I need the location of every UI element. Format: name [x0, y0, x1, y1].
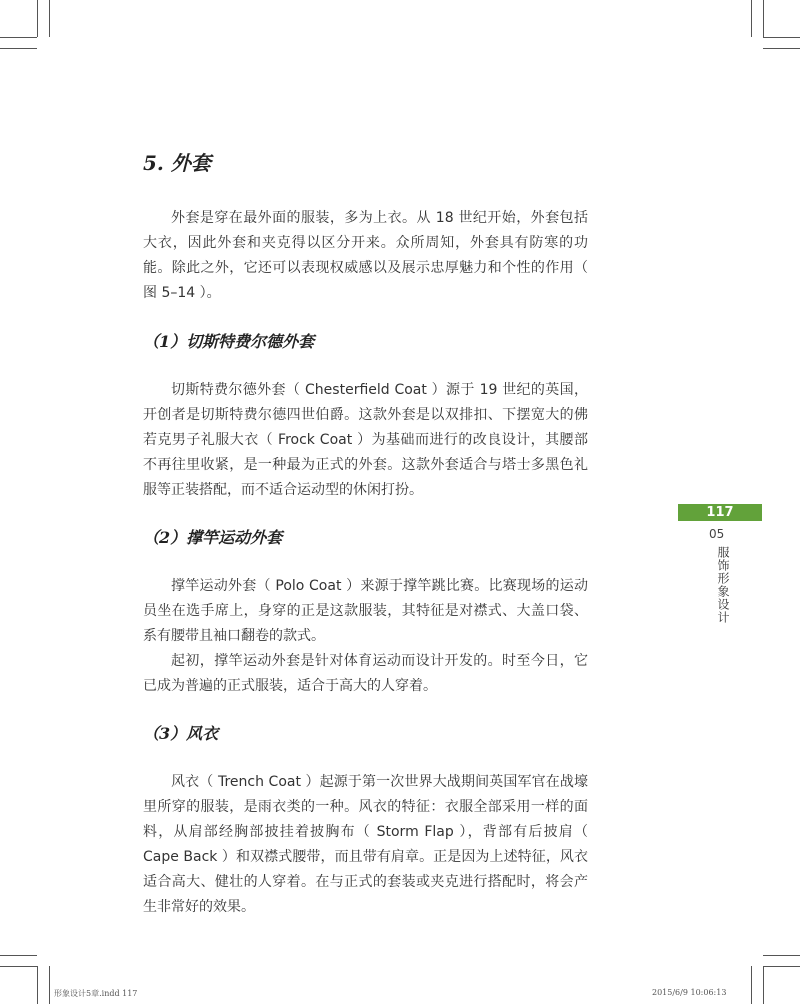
crop-mark — [763, 966, 764, 1004]
subsection-title-trench-coat: （3）风衣 — [143, 724, 219, 743]
page-number: 117 — [706, 505, 734, 520]
crop-mark — [0, 37, 37, 38]
crop-mark — [763, 966, 800, 967]
crop-mark — [0, 955, 37, 956]
crop-mark — [763, 37, 800, 38]
slug-date-info: 2015/6/9 10:06:13 — [652, 988, 727, 997]
crop-mark — [751, 0, 752, 37]
crop-mark — [0, 966, 37, 967]
crop-mark — [763, 955, 800, 956]
slug-file-info: 形象设计5章.indd 117 — [54, 989, 138, 998]
paragraph-trench-coat: 风衣（ Trench Coat ）起源于第一次世界大战期间英国军官在战壕里所穿的服装，是雨衣类的一种。风衣的特征：衣服全部采用一样的面料，从肩部经胸部披挂着披胸布（ Storm Flap ），背部有后披肩（ Cape Back ）和双襟式腰带，而且带有肩章。正是因为上述特征，风衣适合高大、健壮的人穿着。在与正式的套装或夹克进行搭配时，将会产生非常好的效果。 — [143, 774, 588, 915]
paragraph-chesterfield: 切斯特费尔德外套（ Chesterfield Coat ）源于 19 世纪的英国，开创者是切斯特费尔德四世伯爵。这款外套是以双排扣、下摆宽大的佛若克男子礼服大衣（ Frock Coat ）为基础而进行的改良设计，其腰部不再往里收紧，是一种最为正式的外套。这款外套适合与塔士多黑色礼服等正装搭配，而不适合运动型的休闲打扮。 — [143, 382, 588, 498]
crop-mark — [49, 0, 50, 37]
crop-mark — [763, 0, 764, 37]
subsection-title-polo-coat: （2）撑竿运动外套 — [143, 528, 283, 547]
crop-mark — [49, 966, 50, 1004]
crop-mark — [37, 966, 38, 1004]
intro-paragraph: 外套是穿在最外面的服装，多为上衣。从 18 世纪开始，外套包括大衣，因此外套和夹克得以区分开来。众所周知，外套具有防寒的功能。除此之外，它还可以表现权威感以及展示忠厚魅力和个性的作用（ 图 5–14 ）。 — [143, 210, 588, 301]
crop-mark — [763, 48, 800, 49]
paragraph-polo-coat-2: 起初，撑竿运动外套是针对体育运动而设计开发的。时至今日，它已成为普遍的正式服装，适合于高大的人穿着。 — [143, 653, 588, 694]
chapter-title: 服饰形象设计 — [716, 546, 730, 624]
crop-mark — [0, 48, 37, 49]
crop-mark — [751, 966, 752, 1004]
crop-mark — [37, 0, 38, 37]
section-title: 5. 外套 — [143, 151, 211, 175]
paragraph-polo-coat-1: 撑竿运动外套（ Polo Coat ）来源于撑竿跳比赛。比赛现场的运动员坐在选手席上，身穿的正是这款服装，其特征是对襟式、大盖口袋、系有腰带且袖口翻卷的款式。 — [143, 578, 588, 644]
subsection-title-chesterfield: （1）切斯特费尔德外套 — [143, 332, 315, 351]
page-content — [143, 150, 588, 920]
chapter-number: 05 — [709, 527, 725, 541]
